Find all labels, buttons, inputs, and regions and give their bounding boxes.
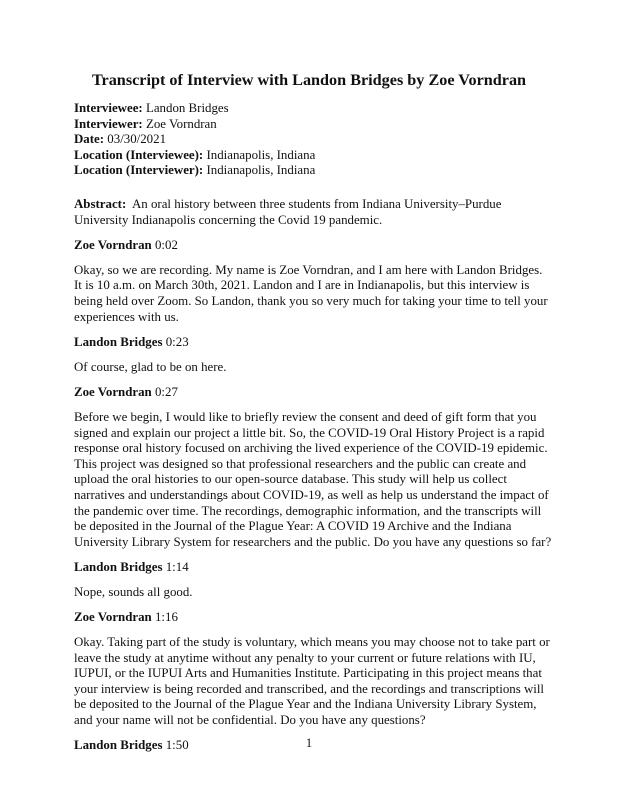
metadata-value: Landon Bridges — [145, 101, 229, 115]
metadata-label: Interviewee: — [74, 101, 143, 115]
speaker-name: Landon Bridges — [74, 559, 163, 574]
abstract-text: An oral history between three students from Indiana University–Purdue University Indianapolis concerning the Covid 19 pandemic. — [74, 197, 502, 227]
speaker-name: Landon Bridges — [74, 738, 163, 753]
timestamp: 0:02 — [154, 237, 178, 252]
speaker-heading — [74, 560, 552, 576]
timestamp: 1:50 — [165, 738, 189, 753]
abstract — [74, 197, 552, 228]
page-number: 1 — [305, 736, 313, 750]
timestamp: 0:27 — [154, 384, 178, 399]
transcript-body — [74, 197, 552, 763]
metadata-label: Location (Interviewee): — [74, 147, 204, 162]
metadata-label: Interviewer: — [74, 116, 143, 131]
metadata-label: Location (Interviewer): — [74, 163, 204, 178]
turn-text: Okay. Taking part of the study is voluntary, which means you may choose not to take part or leave the study at anytime without any penalty to your current or future relations with IU, IUPUI, or the IUPUI Arts and Humanities Institute. Participating in this project means that your interview is being recorded and transcribed, and the recordings and transcriptions will be deposited to the Journal of the Plague Year and the Indiana University Library System, and your name will not be confidential. Do you have any questions? — [74, 635, 550, 728]
speaker-name: Zoe Vorndran — [74, 237, 152, 252]
metadata-value: 03/30/2021 — [107, 132, 167, 147]
turn-text: Before we begin, I would like to briefly review the consent and deed of gift form that you signed and explain our project a little bit. So, the COVID-19 Oral History Project is a rapid response oral history focused on archiving the lived experience of the COVID-19 epidemic. This project was designed so that professional researchers and the public can create and upload the oral histories to our open-source database. This study will help us collect narratives and understandings about COVID-19, as well as help us understand the impact of the pandemic over time. The recordings, demographic information, and the transcripts will be deposited in the Journal of the Plague Year: A COVID 19 Archive and the Indiana University Library System for researchers and the public. Do you have any questions so far? — [74, 409, 552, 549]
turn-text: Of course, glad to be on here. — [74, 359, 227, 374]
timestamp: 1:16 — [154, 609, 178, 624]
metadata-location-interviewee — [74, 148, 315, 164]
speaker-name: Zoe Vorndran — [74, 609, 152, 624]
document-title: Transcript of Interview with Landon Bridges by Zoe Vorndran — [91, 71, 527, 89]
metadata-value: Zoe Vorndran — [145, 116, 217, 131]
metadata-value: Indianapolis, Indiana — [206, 163, 316, 178]
timestamp: 1:14 — [165, 559, 189, 574]
turn-text: Nope, sounds all good. — [74, 584, 193, 599]
metadata-interviewer — [74, 117, 315, 133]
turn-text: Okay, so we are recording. My name is Zoe Vorndran, and I am here with Landon Bridges. It is 10 a.m. on March 30th, 2021. Landon and I are in Indianapolis, but this interview is being held over Zoom. So Landon, thank you so very much for taking your time to tell your experiences with us. — [74, 262, 548, 324]
metadata-location-interviewer — [74, 163, 315, 179]
speaker-name: Zoe Vorndran — [74, 384, 152, 399]
speaker-heading — [74, 238, 552, 254]
interview-metadata — [74, 101, 315, 179]
speaker-heading — [74, 385, 552, 401]
abstract-label: Abstract: — [74, 197, 127, 211]
speaker-name: Landon Bridges — [74, 334, 163, 349]
metadata-date — [74, 132, 315, 148]
metadata-interviewee — [74, 101, 315, 117]
speaker-heading — [74, 335, 552, 351]
timestamp: 0:23 — [165, 334, 189, 349]
metadata-value: Indianapolis, Indiana — [206, 147, 316, 162]
metadata-label: Date: — [74, 132, 105, 147]
speaker-heading — [74, 610, 552, 626]
